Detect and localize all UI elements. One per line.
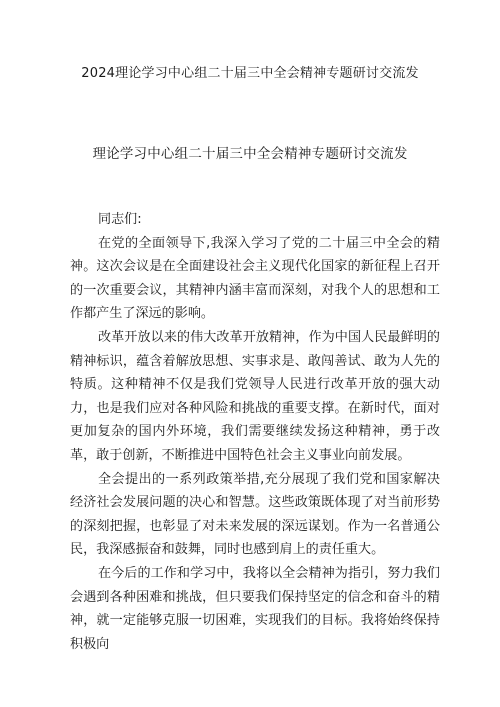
document-title: 理论学习中心组二十届三中全会精神专题研讨交流发 [92,146,408,162]
paragraph-1: 在党的全面领导下,我深入学习了党的二十届三中全会的精神。这次会议是在全面建设社会主义现代化国家的新征程上召开的一次重要会议，其精神内涵丰富而深刻，对我个人的思想和工作都产生了深远的影响。 [70,235,440,322]
header-title: 2024理论学习中心组二十届三中全会精神专题研讨交流发 [81,66,419,81]
salutation: 同志们: [98,212,142,227]
document-body [70,208,440,656]
paragraph-2: 改革开放以来的伟大改革开放精神，作为中国人民最鲜明的精神标识，蕴含着解放思想、实事求是、敢闯善试、敢为人先的特质。这种精神不仅是我们党领导人民进行改革开放的强大动力，也是我们应对各种风险和挑战的重要支撑。在新时代，面对更加复杂的国内外环境，我们需要继续发扬这种精神，勇于改革，敢于创新，不断推进中国特色社会主义事业向前发展。 [70,329,440,463]
paragraph-4: 在今后的工作和学习中，我将以全会精神为指引，努力我们会遇到各种困难和挑战，但只要我们保持坚定的信念和奋斗的精神，就一定能够克服一切困难，实现我们的目标。我将始终保持积极向 [70,565,440,652]
paragraph-3: 全会提出的一系列政策举措,充分展现了我们党和国家解决经济社会发展问题的决心和智慧。这些政策既体现了对当前形势的深刻把握，也彰显了对未来发展的深远谋划。作为一名普通公民，我深感振奋和鼓舞，同时也感到肩上的责任重大。 [70,471,440,558]
